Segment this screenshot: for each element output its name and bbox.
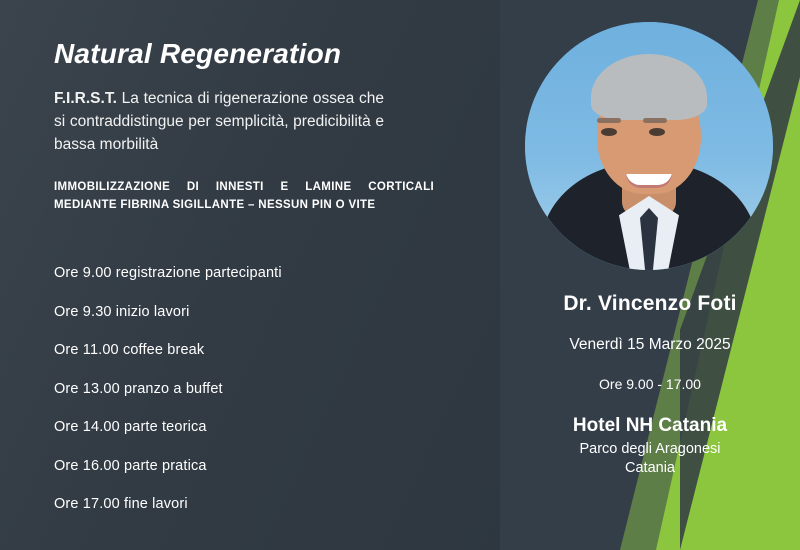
list-item: Ore 17.00 fine lavori	[54, 496, 188, 512]
list-item: Ore 9.00 registrazione partecipanti	[54, 265, 282, 281]
venue-name: Hotel NH Catania	[572, 415, 728, 436]
list-item: Ore 13.00 pranzo a buffet	[54, 380, 223, 397]
subtitle-description: La tecnica di rigenerazione ossea che si contraddistingue per semplicità, predicibilità e bassa morbilità	[54, 90, 384, 153]
subtitle-text	[54, 88, 384, 157]
event-hours: Ore 9.00 - 17.00	[599, 376, 701, 392]
left-content-column	[54, 38, 524, 214]
venue-street: Parco degli Aragonesi	[579, 440, 721, 457]
portrait-eye-left	[601, 128, 617, 136]
portrait-eye-right	[649, 128, 665, 136]
portrait-smile	[626, 174, 672, 188]
event-date: Venerdì 15 Marzo 2025	[569, 336, 731, 353]
event-details-column	[500, 292, 800, 477]
page-title: Natural Regeneration	[54, 38, 342, 69]
list-item: Ore 14.00 parte teorica	[54, 419, 207, 435]
speaker-portrait	[525, 22, 773, 270]
venue-city: Catania	[625, 459, 675, 476]
portrait-eyebrow-right	[643, 118, 667, 123]
subtitle-acronym: F.I.R.S.T.	[54, 90, 117, 107]
schedule-list	[54, 265, 484, 535]
list-item: Ore 16.00 parte pratica	[54, 457, 207, 474]
list-item: Ore 9.30 inizio lavori	[54, 303, 190, 320]
technique-caption: IMMOBILIZZAZIONE DI INNESTI E LAMINE CORTICALI MEDIANTE FIBRINA SIGILLANTE – NESSUN PIN O VITE	[54, 180, 434, 211]
list-item: Ore 11.00 coffee break	[54, 342, 205, 358]
speaker-name: Dr. Vincenzo Foti	[563, 292, 737, 315]
portrait-eyebrow-left	[597, 118, 621, 123]
